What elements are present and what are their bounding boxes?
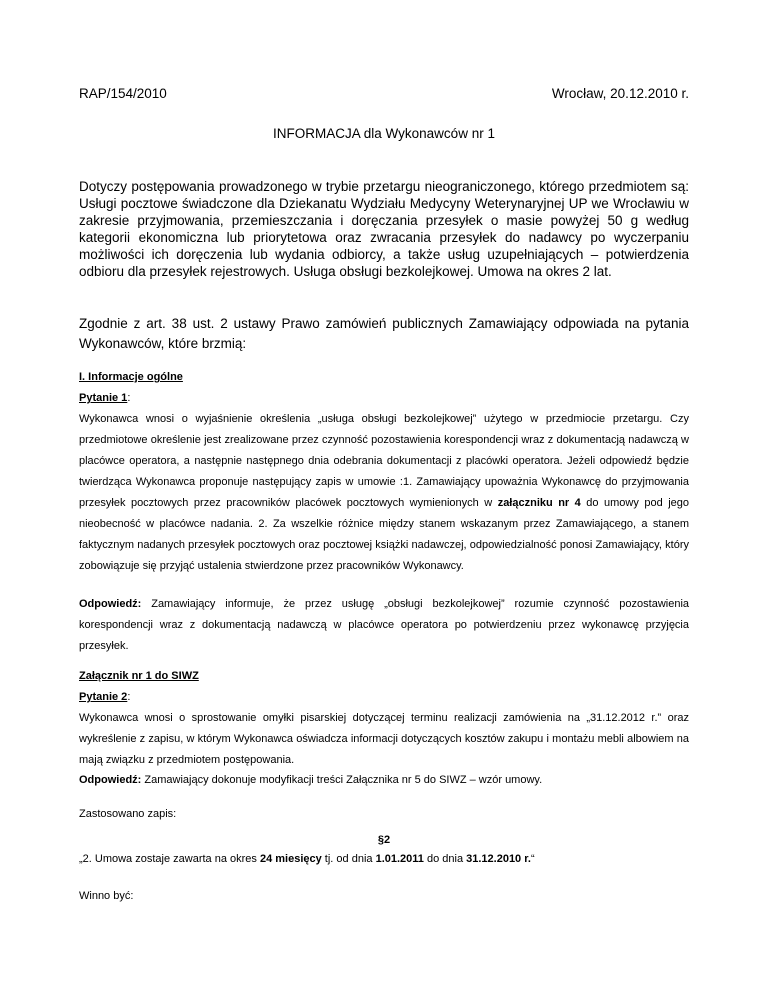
question-label-line [79,388,689,409]
place-date: Wrocław, 20.12.2010 r. [551,86,689,101]
question-text: Wykonawca wnosi o sprostowanie omyłki pisarskiej dotyczącej terminu realizacji zamówienia na „31.12.2012 r.” oraz wykreślenie z zapisu, w którym Wykonawca oświadcza informacji dotyczących kosztów zakupu i montażu mebli albowiem na mają związku z przedmiotem postępowania. [79,712,689,766]
question-text [79,409,689,577]
answer-1 [79,594,689,657]
question-label: Pytanie 2 [79,691,128,703]
colon: : [127,691,131,703]
document-title: INFORMACJA dla Wykonawców nr 1 [273,126,495,141]
clause-text: “ [530,853,535,865]
section-1 [79,367,689,577]
clause-text: „2. Umowa zostaje zawarta na okres [79,853,260,865]
clause-text: do dnia [423,853,467,865]
colon: : [127,392,131,404]
answer-text: Zamawiający dokonuje modyfikacji treści Załącznika nr 5 do SIWZ – wzór umowy. [141,774,543,786]
reference-number: RAP/154/2010 [79,86,167,101]
question-label: Pytanie 1 [79,392,128,404]
question-text-part: do umowy pod jego nieobecność w placówce nadania. 2. Za wszelkie różnice między stanem wskazanym przez Zamawiającego, a stanem faktycznym nadanych przesyłek pocztowych oraz pocztowej książki nadawczej, odpowiedzialność ponosi Zamawiający, który zobowiązuje się przyjąć ustalenia stwierdzone przez pracowników Wykonawcy. [79,497,689,572]
clause-bold: 24 miesięcy [259,853,322,865]
section-heading: I. Informacje ogólne [79,371,183,383]
answer-label: Odpowiedź: [79,774,142,786]
applied-label: Zastosowano zapis: [79,808,177,820]
question-text-bold: załączniku nr 4 [497,497,581,509]
answer-text: Zamawiający informuje, że przez usługę „obsługi bezkolejkowej” rozumie czynność pozostawienia korespondencji wraz z dokumentacją nadawczą w placówce operatora po potwierdzeniu przez wykonawcę przyjęcia przesyłek. [79,598,689,652]
paragraph-sign: §2 [377,834,391,846]
intro-paragraph: Zgodnie z art. 38 ust. 2 ustawy Prawo zamówień publicznych Zamawiający odpowiada na pytania Wykonawców, które brzmią: [79,316,689,351]
answer-2 [79,770,689,791]
should-be-label: Winno być: [79,890,134,902]
contract-clause [79,849,689,870]
clause-bold: 31.12.2010 r. [466,853,531,865]
clause-text: tj. od dnia [321,853,376,865]
answer-label: Odpowiedź: [79,598,142,610]
question-text-part: Wykonawca wnosi o wyjaśnienie określenia „usługa obsługi bezkolejkowej” użytego w przedmiocie przetargu. Czy przedmiotowe określenie jest zrealizowane przez czynność pozostawienia korespondencji wraz z dokumentacją nadawczą w placówce operatora, a następnie następnego dnia odebrania dokumentacji z placówki operatora. Jeżeli odpowiedź będzie twierdząca Wykonawca proponuje następujący zapis w umowie :1. Zamawiający upoważnia Wykonawcę do przyjmowania przesyłek pocztowych przez pracowników placówek pocztowych wymienionych w [79,413,689,509]
subject-paragraph: Dotyczy postępowania prowadzonego w trybie przetargu nieograniczonego, którego przedmiotem są: Usługi pocztowe świadczone dla Dziekanatu Wydziału Medycyny Weterynaryjnej UP we Wrocławiu w zakresie przyjmowania, przemieszczania i doręczania przesyłek o masie powyżej 50 g według kategorii ekonomiczna lub priorytetowa oraz zwracania przesyłek do nadawcy po wyczerpaniu możliwości ich doręczenia lub wydania odbiorcy, a także usług uzupełniających – potwierdzenia odbioru dla przesyłek rejestrowych. Usługa obsługi bezkolejkowej. Umowa na okres 2 lat. [79,179,689,279]
section-2 [79,666,689,771]
clause-bold: 1.01.2011 [375,853,424,865]
section-heading: Załącznik nr 1 do SIWZ [79,670,199,682]
question-label-line [79,687,689,708]
